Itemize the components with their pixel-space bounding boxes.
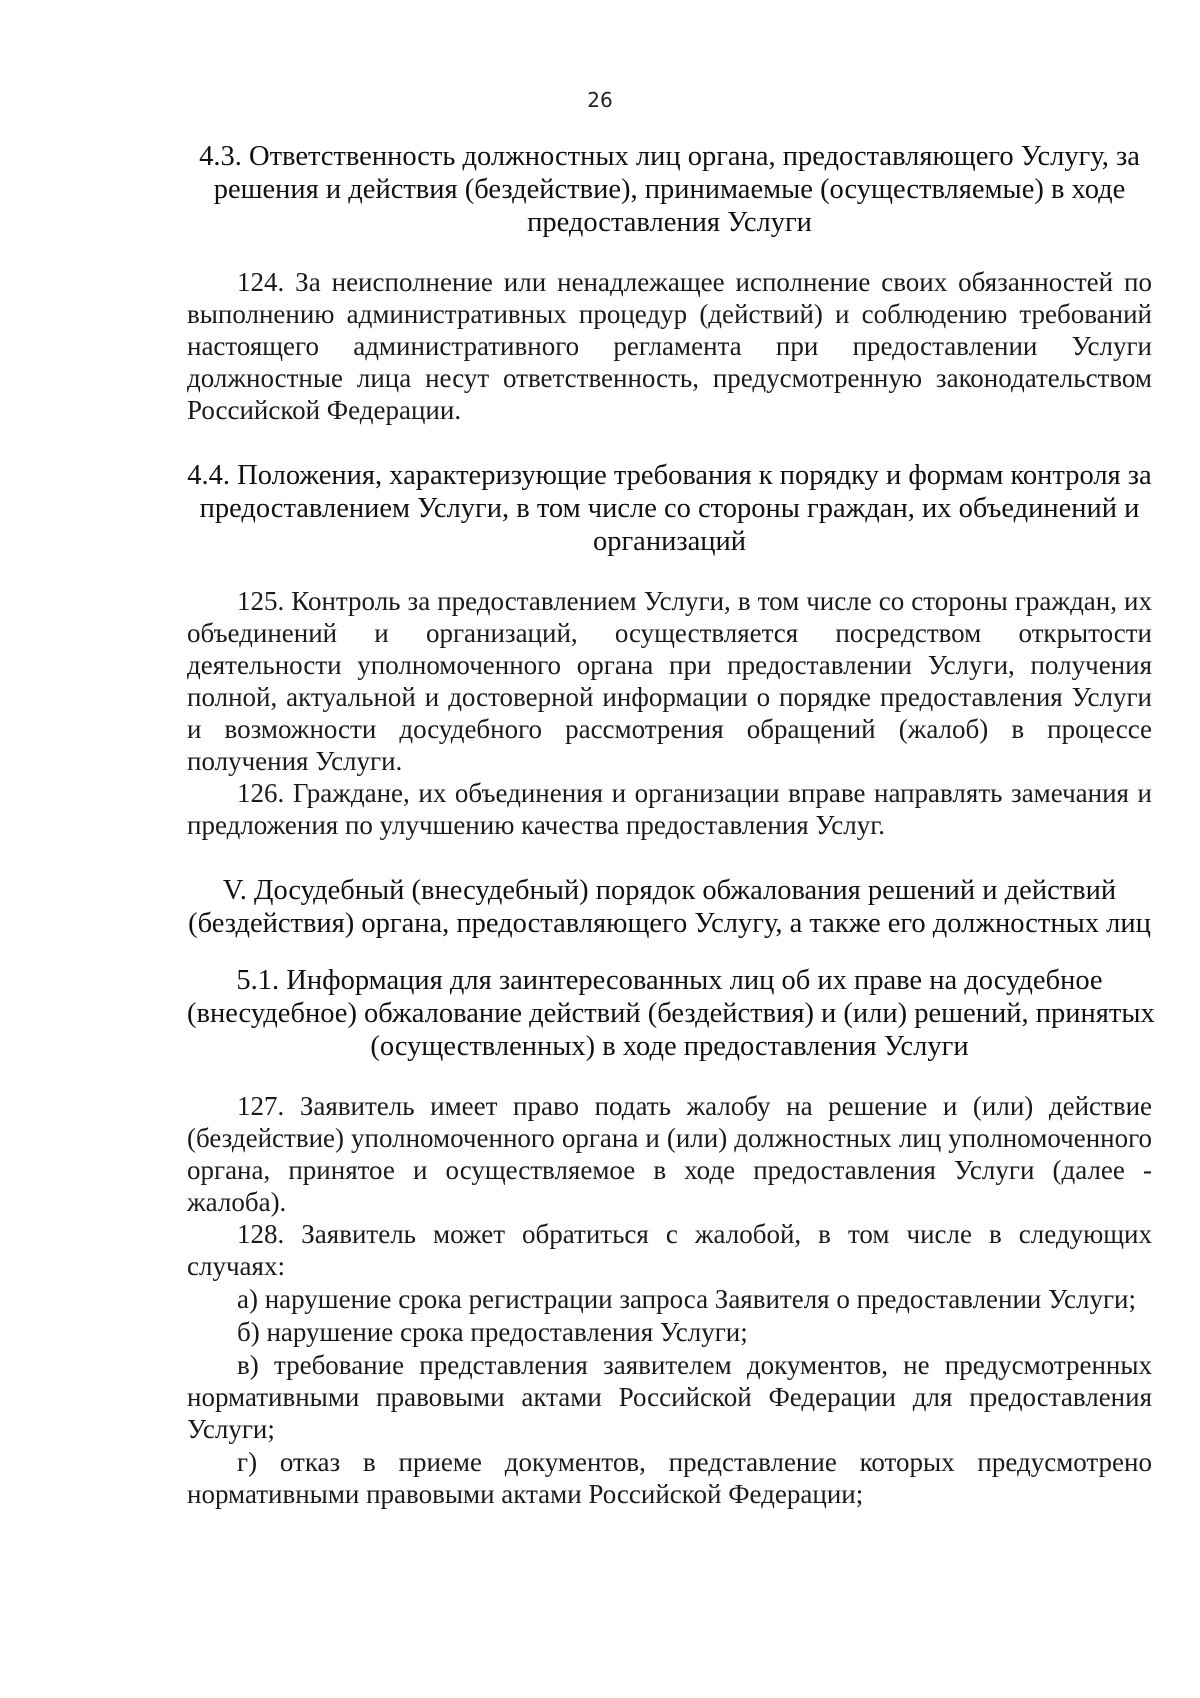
heading-5-1 — [187, 964, 1155, 1063]
heading-4-4 — [187, 459, 1152, 558]
heading-section-5 — [187, 874, 1152, 940]
heading-line: предоставлением Услуги, в том числе со стороны граждан, их объединений и — [199, 493, 1140, 524]
page-content — [187, 140, 1155, 1510]
heading-line: 5.1. Информация для заинтересованных лиц об их праве на досудебное — [236, 965, 1103, 996]
list-item-g: г) отказ в приеме документов, представление которых предусмотрено нормативными правовыми актами Российской Федерации; — [187, 1447, 1152, 1509]
heading-line: (внесудебное) обжалование действий (бездействия) и (или) решений, принятых — [187, 998, 1155, 1029]
heading-line: решения и действия (бездействие), принимаемые (осуществляемые) в ходе — [213, 174, 1126, 205]
heading-4-3 — [187, 140, 1152, 239]
heading-line: предоставления Услуги — [527, 207, 812, 238]
heading-line: 4.3. Ответственность должностных лиц органа, предоставляющего Услугу, за — [199, 141, 1140, 172]
paragraph-125: 125. Контроль за предоставлением Услуги, в том числе со стороны граждан, их объединений и организаций, осуществляется посредством открытости деятельности уполномоченного органа при предоставлении Услуги, получения полной, актуальной и достоверной информации о порядке предоставления Услуги и возможности досудебного рассмотрения обращений (жалоб) в процессе получения Услуги. — [187, 586, 1152, 776]
paragraph-127: 127. Заявитель имеет право подать жалобу на решение и (или) действие (бездействие) уполномоченного органа и (или) должностных лиц уполномоченного органа, принятое и осуществляемое в ходе предоставления Услуги (далее - жалоба). — [187, 1091, 1152, 1217]
heading-line: V. Досудебный (внесудебный) порядок обжалования решений и действий — [222, 875, 1117, 906]
paragraph-126: 126. Граждане, их объединения и организации вправе направлять замечания и предложения по улучшению качества предоставления Услуг. — [187, 778, 1152, 840]
heading-line: 4.4. Положения, характеризующие требования к порядку и формам контроля за — [187, 460, 1152, 491]
page-number: 26 — [587, 88, 613, 112]
heading-line: (бездействия) органа, предоставляющего Услугу, а также его должностных лиц — [188, 908, 1151, 939]
paragraph-124: 124. За неисполнение или ненадлежащее исполнение своих обязанностей по выполнению административных процедур (действий) и соблюдению требований настоящего административного регламента при предоставлении Услуги должностные лица несут ответственность, предусмотренную законодательством Российской Федерации. — [187, 267, 1152, 425]
list-item-a: а) нарушение срока регистрации запроса Заявителя о предоставлении Услуги; — [237, 1284, 1136, 1314]
list-item-b: б) нарушение срока предоставления Услуги; — [237, 1317, 748, 1347]
paragraph-128: 128. Заявитель может обратиться с жалобой, в том числе в следующих случаях: — [187, 1219, 1152, 1281]
heading-line: (осуществленных) в ходе предоставления Услуги — [370, 1031, 969, 1062]
list-item-v: в) требование представления заявителем документов, не предусмотренных нормативными правовыми актами Российской Федерации для предоставления Услуги; — [187, 1350, 1152, 1444]
heading-line: организаций — [592, 526, 746, 557]
